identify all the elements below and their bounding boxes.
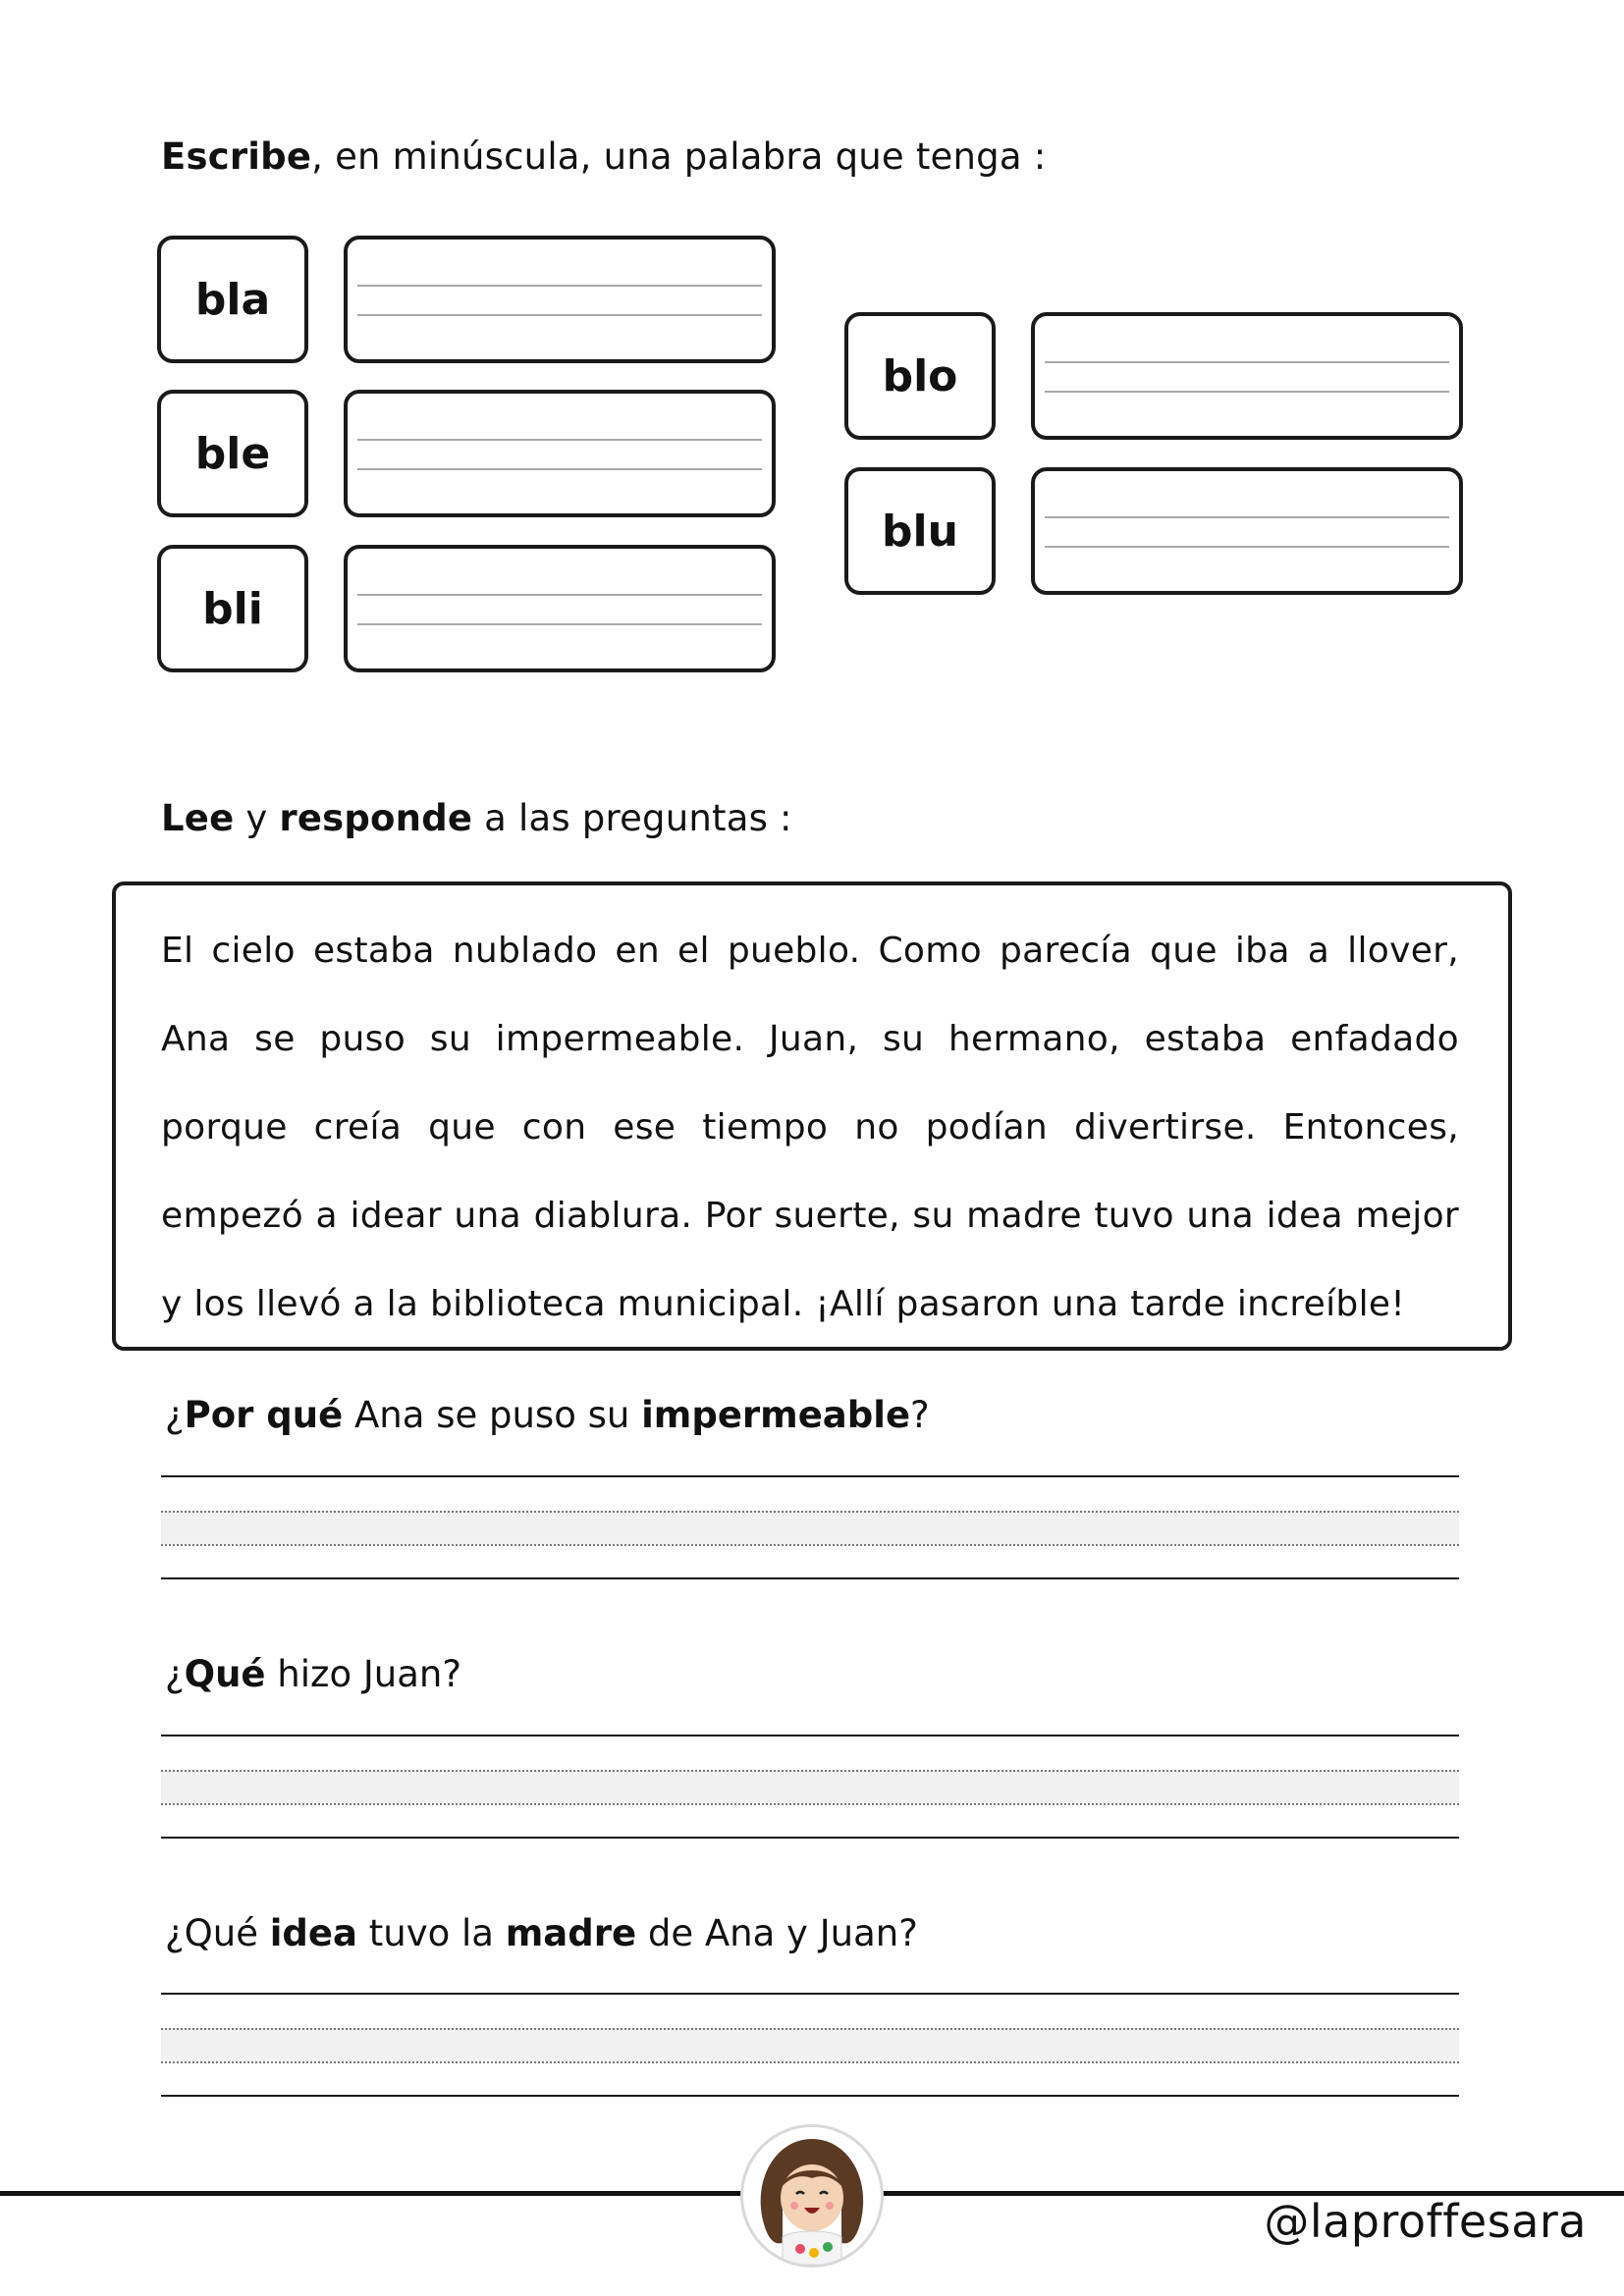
syllable-box-blo: blo xyxy=(844,312,996,440)
question-3-b2: madre xyxy=(505,1912,637,1954)
question-3-p3: de Ana y Juan? xyxy=(636,1912,918,1954)
question-1-p1: ¿ xyxy=(165,1394,185,1436)
question-2 xyxy=(165,1653,461,1695)
answer-box-bla[interactable] xyxy=(344,236,776,363)
answer-box-blo[interactable] xyxy=(1031,312,1463,440)
question-2-b1: Qué xyxy=(184,1653,266,1695)
question-2-p2: hizo Juan? xyxy=(265,1653,461,1695)
author-handle: @laproffesara xyxy=(1264,2195,1587,2248)
instruction-read-text-2: a las preguntas : xyxy=(472,797,792,839)
syllable-box-ble: ble xyxy=(157,390,308,517)
answer-box-blu[interactable] xyxy=(1031,467,1463,595)
answer-box-ble[interactable] xyxy=(344,390,776,517)
instruction-read xyxy=(161,797,792,839)
syllable-box-blu: blu xyxy=(844,467,996,595)
syllable-box-bli: bli xyxy=(157,545,308,672)
question-3-b1: idea xyxy=(269,1912,357,1954)
instruction-write xyxy=(161,135,1046,178)
answer-lines-2[interactable] xyxy=(161,1735,1459,1841)
answer-box-bli[interactable] xyxy=(344,545,776,672)
instruction-write-text: , en minúscula, una palabra que tenga : xyxy=(311,135,1047,178)
answer-lines-3[interactable] xyxy=(161,1993,1459,2099)
question-1-p3: ? xyxy=(910,1394,930,1436)
question-1-p2: Ana se puso su xyxy=(343,1394,642,1436)
question-1-b2: impermeable xyxy=(641,1394,911,1436)
answer-lines-1[interactable] xyxy=(161,1475,1459,1581)
instruction-read-bold-1: Lee xyxy=(161,797,235,839)
teacher-avatar-icon xyxy=(740,2124,884,2268)
syllable-box-bla: bla xyxy=(157,236,308,363)
question-3 xyxy=(165,1912,918,1954)
instruction-write-bold: Escribe xyxy=(161,135,312,178)
instruction-read-text-1: y xyxy=(234,797,280,839)
question-2-p1: ¿ xyxy=(165,1653,185,1695)
question-1-b1: Por qué xyxy=(184,1394,344,1436)
question-1 xyxy=(165,1394,930,1436)
question-3-p1: ¿Qué xyxy=(165,1912,270,1954)
instruction-read-bold-2: responde xyxy=(279,797,473,839)
question-3-p2: tuvo la xyxy=(356,1912,506,1954)
story-text: El cielo estaba nublado en el pueblo. Como parecía que iba a llover, Ana se puso su impermeable. Juan, su hermano, estaba enfadado porque creía que con ese tiempo no podían divertirse. Entonces, empezó a idear una diablura. Por suerte, su madre tuvo una idea mejor y los llevó a la biblioteca municipal. ¡Allí pasaron una tarde increíble! xyxy=(161,931,1459,1324)
